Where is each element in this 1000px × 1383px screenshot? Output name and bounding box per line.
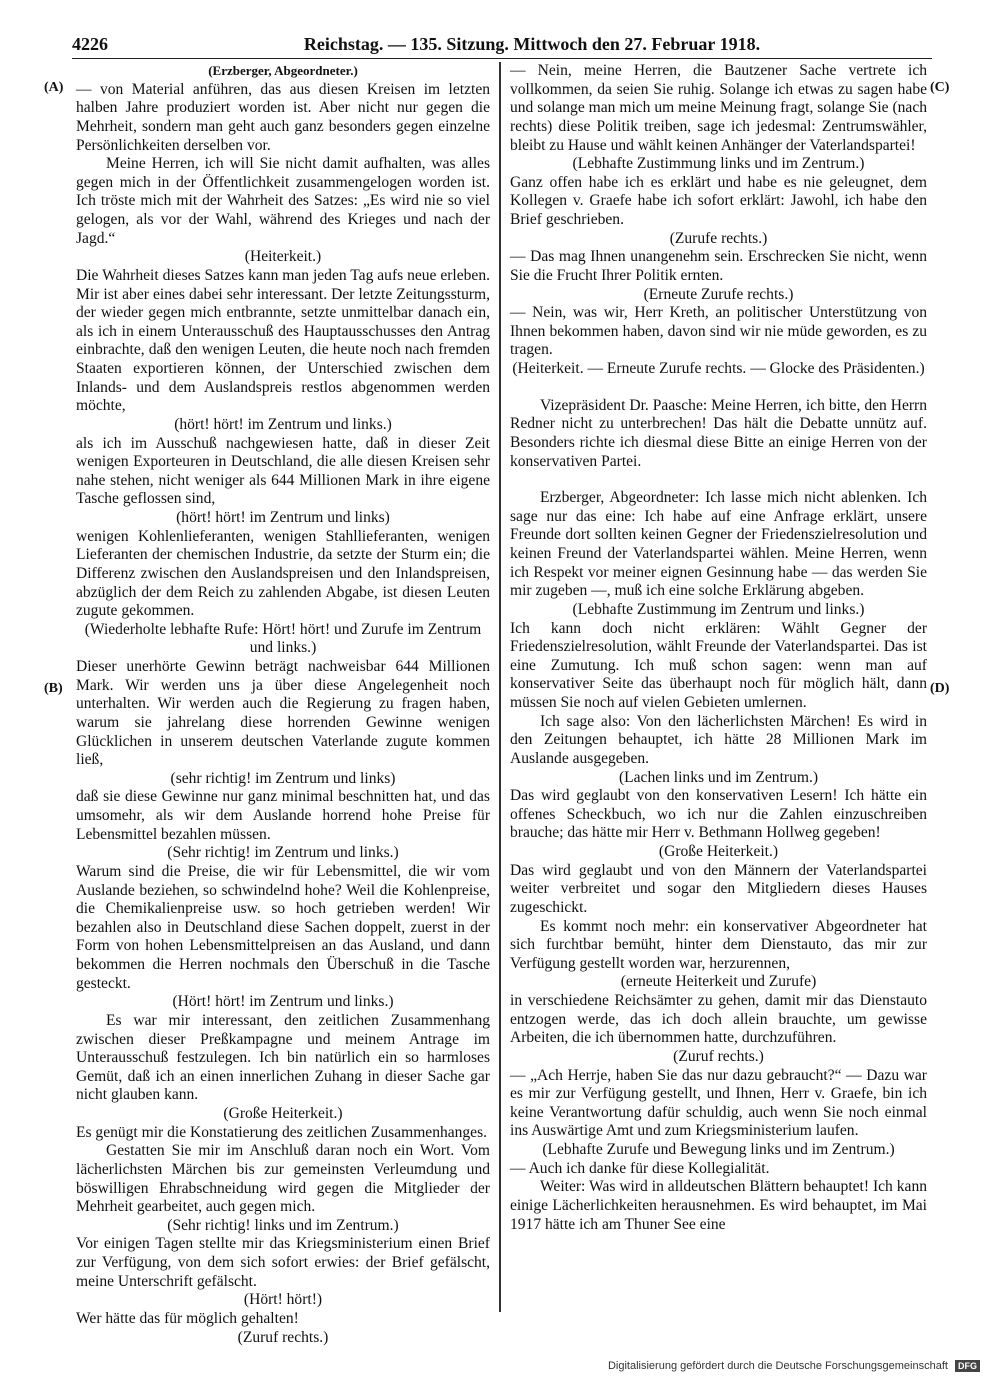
paragraph: Ich kann doch nicht erklären: Wählt Gegner der Friedenszielresolution, wählt Freunde der Vaterlandspartei. Das ist eine Zumutung. Ich muß schon sagen: wenn man auf konservativer Seite das überhaupt noch für möglich hält, dann müssen Sie noch auf vielen Gebieten umlernen. bbox=[510, 619, 927, 711]
paragraph: — Auch ich danke für diese Kollegialität. bbox=[510, 1159, 770, 1177]
interjection: (Heiterkeit. — Erneute Zurufe rechts. — Glocke des Präsidenten.) bbox=[512, 360, 925, 377]
paragraph: Vor einigen Tagen stellte mir das Kriegsministerium einen Brief zur Verfügung, von dem sich sofort erwies: der Brief gefälscht, meine Unterschrift gefälscht. bbox=[76, 1235, 490, 1290]
interjection: (sehr richtig! im Zentrum und links) bbox=[170, 769, 396, 787]
digitization-credit bbox=[580, 1360, 980, 1378]
interjection: (Erneute Zurufe rechts.) bbox=[643, 285, 794, 303]
right-column bbox=[510, 62, 927, 1234]
paragraph: Es war mir interessant, den zeitlichen Zusammenhang zwischen dieser Preßkampagne und meinem Antrage im Unterausschuß festzulegen. Ich bin natürlich ein so harmloses Gemüt, daß ich an einen innerlichen Zuhang in dieser Sache gar nicht glauben kann. bbox=[76, 1011, 490, 1104]
credit-text: Digitalisierung gefördert durch die Deutsche Forschungsgemeinschaft bbox=[607, 1360, 948, 1372]
paragraph: — „Ach Herrje, haben Sie das nur dazu gebraucht?“ — Dazu war es mir zur Verfügung gestellt, und Ihnen, Herr v. Graefe, bin ich keine Verantwortung dafür schuldig, auch wenn Sie noch einmal ins Auswärtige Amt und zum Kriegsministerium laufen. bbox=[510, 1066, 927, 1140]
paragraph: Wer hätte das für möglich gehalten! bbox=[76, 1309, 299, 1327]
interjection: (Große Heiterkeit.) bbox=[223, 1105, 343, 1122]
interjection: (Lebhafte Zurufe und Bewegung links und im Zentrum.) bbox=[542, 1141, 895, 1158]
left-column bbox=[76, 62, 490, 1347]
paragraph: Vizepräsident Dr. Paasche: Meine Herren, ich bitte, den Herrn Redner nicht zu unterbrechen! Das hält die Debatte unnütz auf. Besonders richte ich diesmal diese Bitte an einige Herren von der konservativen Partei. bbox=[510, 396, 927, 470]
interjection: (Lebhafte Zustimmung links und im Zentrum.) bbox=[572, 155, 865, 173]
paragraph: Warum sind die Preise, die wir für Lebensmittel, die wir vom Auslande beziehen, so schwindelnd hohe? Weil die Kohlenpreise, die Chemikalienpreise usw. so hoch getrieben werden! Wir bezahlen also in Deutschland diese Sachen doppelt, zuerst in der Form von hohen Lebensmittelpreisen an das Ausland, und dann bekommen die Herren nochmals den Überschuß in die Tasche gesteckt. bbox=[76, 862, 490, 992]
interjection: (Wiederholte lebhafte Rufe: Hört! hört! und Zurufe im Zentrum und links.) bbox=[84, 620, 482, 657]
interjection: (Sehr richtig! links und im Zentrum.) bbox=[167, 1216, 399, 1234]
interjection: (Hört! hört!) bbox=[243, 1291, 323, 1309]
paragraph: als ich im Ausschuß nachgewiesen hatte, daß in dieser Zeit wenigen Exporteuren in Deutschland, die alle diesen Kreisen sehr nahe stehen, nicht weniger als 644 Millionen Mark in ihre eigene Tasche geflossen sind, bbox=[76, 434, 490, 508]
interjection: (Sehr richtig! im Zentrum und links.) bbox=[167, 844, 399, 862]
interjection: (Zuruf rechts.) bbox=[237, 1328, 329, 1346]
dfg-logo: DFG bbox=[955, 1360, 980, 1372]
interjection: (Hört! hört! im Zentrum und links.) bbox=[172, 993, 394, 1011]
column-divider bbox=[499, 62, 501, 1312]
interjection: (Große Heiterkeit.) bbox=[658, 843, 779, 860]
interjection: (erneute Heiterkeit und Zurufe) bbox=[620, 973, 817, 991]
margin-marker-c: (C) bbox=[930, 80, 950, 95]
paragraph: — von Material anführen, das aus diesen Kreisen im letzten halben Jahre produziert worden ist. Aber nicht nur gegen die Mehrheit, sondern man geht auch ganz besonders gegen einzelne Persönlichkeiten derselben vor. bbox=[76, 80, 490, 154]
paragraph: Ganz offen habe ich es erklärt und habe es nie geleugnet, dem Kollegen v. Graefe habe ich sofort erklärt: Jawohl, ich habe den Brief geschrieben. bbox=[510, 173, 927, 228]
interjection: (hört! hört! im Zentrum und links) bbox=[176, 509, 390, 526]
interjection: (Zuruf rechts.) bbox=[673, 1047, 764, 1065]
paragraph: Ich sage also: Von den lächerlichsten Märchen! Es wird in den Zeitungen behauptet, ich hätte 28 Millionen Mark im Auslande ausgegeben. bbox=[510, 712, 927, 767]
running-title: Reichstag. — 135. Sitzung. Mittwoch den 27. Februar 1918. bbox=[303, 34, 761, 54]
paragraph: — Nein, meine Herren, die Bautzener Sache vertrete ich vollkommen, da seien Sie ruhig. Solange ich etwas zu sagen habe und solange man mich um meine Meinung fragt, solange Sie (nach rechts) diese Politik treiben, sage ich jedesmal: Zentrumswähler, bleibt zu Hause und wählt keinen Anhänger der Vaterlandspartei! bbox=[510, 62, 927, 154]
page-number: 4226 bbox=[72, 34, 108, 54]
paragraph: Das wird geglaubt und von den Männern der Vaterlandspartei weiter verbreitet und sogar den Mitgliedern dieses Hauses zugeschickt. bbox=[510, 861, 927, 916]
speaker-heading: (Erzberger, Abgeordneter.) bbox=[208, 63, 358, 78]
paragraph: wenigen Kohlenlieferanten, wenigen Stahllieferanten, wenigen Lieferanten der chemischen Industrie, da setzte der Sturm ein; die Differenz zwischen den Auslandspreisen und den Inlandspreisen, abzüglich der dem Reich zu zahlenden Abgabe, ist diesen Leuten zugute gekommen. bbox=[76, 527, 490, 620]
margin-marker-d: (D) bbox=[930, 681, 950, 696]
paragraph: Es kommt noch mehr: ein konservativer Abgeordneter hat sich furchtbar bemüht, hinter dem Dienstauto, das mir zur Verfügung gestellt worden war, herzurennen, bbox=[510, 917, 927, 972]
paragraph: — Das mag Ihnen unangenehm sein. Erschrecken Sie nicht, wenn Sie die Frucht Ihrer Politik ernten. bbox=[510, 248, 927, 284]
paragraph: Dieser unerhörte Gewinn beträgt nachweisbar 644 Millionen Mark. Wir werden uns ja über diese Angelegenheit noch unterhalten. Wir werden auch die Regierung zu fragen haben, warum sie jahrelang diese horrenden Gewinne wenigen Glücklichen in unserem deutschen Vaterlande zugute kommen ließ, bbox=[76, 658, 490, 769]
paragraph: Es genügt mir die Konstatierung des zeitlichen Zusammenhanges. bbox=[76, 1123, 488, 1141]
paragraph: Das wird geglaubt von den konservativen Lesern! Ich hätte ein offenes Scheckbuch, wo ich nur die Zahlen einzuschreiben brauche; das hätte mir Herr v. Bethmann Hollweg gegeben! bbox=[510, 787, 927, 842]
page-header bbox=[72, 32, 932, 59]
margin-marker-a: (A) bbox=[44, 80, 64, 95]
paragraph: Erzberger, Abgeordneter: Ich lasse mich nicht ablenken. Ich sage nur das eine: Ich habe auf eine Anfrage erklärt, unsere Freunde dort sollten keinen Gegner der Friedenszielresolution und keinen Freund der Vaterlandspartei wählen. Meine Herren, wenn ich Respekt vor meiner eignen Gesinnung habe — das werden Sie mir zugeben —, muß ich eine solche Erklärung abgeben. bbox=[510, 489, 927, 600]
paragraph: Meine Herren, ich will Sie nicht damit aufhalten, was alles gegen mich in der Öffentlichkeit zusammengelogen worden ist. Ich tröste mich mit der Wahrheit des Satzes: „Es wird nie so viel gelogen, als vor der Wahl, während des Krieges und nach der Jagd.“ bbox=[76, 155, 490, 247]
interjection: (Lachen links und im Zentrum.) bbox=[618, 768, 819, 786]
interjection: (hört! hört! im Zentrum und links.) bbox=[174, 415, 392, 433]
paragraph: Weiter: Was wird in alldeutschen Blättern behauptet! Ich kann einige Lächerlichkeiten herausnehmen. Es wird behauptet, im Mai 1917 hätte ich am Thuner See eine bbox=[510, 1178, 927, 1233]
interjection: (Heiterkeit.) bbox=[244, 248, 322, 266]
interjection: (Lebhafte Zustimmung im Zentrum und links.) bbox=[572, 600, 865, 618]
interjection: (Zurufe rechts.) bbox=[669, 229, 768, 247]
paragraph: Die Wahrheit dieses Satzes kann man jeden Tag aufs neue erleben. Mir ist aber eines dabei sehr interessant. Der letzte Zeitungssturm, der wieder gegen mich entbrannte, setzte unmittelbar danach ein, als ich in einem Unterausschuß des Hauptausschusses den Antrag einbrachte, daß den wenigen Leuten, die heute noch nach fremden Staaten exportieren können, der Unterschied zwischen dem Inlands- und dem Auslandspreis restlos abgenommen werden möchte, bbox=[76, 266, 490, 415]
paragraph: Gestatten Sie mir im Anschluß daran noch ein Wort. Vom lächerlichsten Märchen bis zur gemeinsten Verleumdung und böswilligen Ehrabschneidung wird gegen die Mitglieder der Mehrheit gearbeitet, auch gegen mich. bbox=[76, 1142, 490, 1216]
paragraph: — Nein, was wir, Herr Kreth, an politischer Unterstützung von Ihnen bekommen haben, davon sind wir nie müde geworden, es zu tragen. bbox=[510, 304, 927, 359]
paragraph: daß sie diese Gewinne nur ganz minimal beschnitten hat, und das umsomehr, als wir dem Auslande horrend hohe Preise für Lebensmittel bezahlen müssen. bbox=[76, 788, 490, 843]
paragraph: in verschiedene Reichsämter zu gehen, damit mir das Dienstauto entzogen werde, das ich doch allein brauchte, um gewisse Arbeiten, die ich übernommen hatte, durchzuführen. bbox=[510, 992, 927, 1047]
margin-marker-b: (B) bbox=[44, 681, 63, 696]
